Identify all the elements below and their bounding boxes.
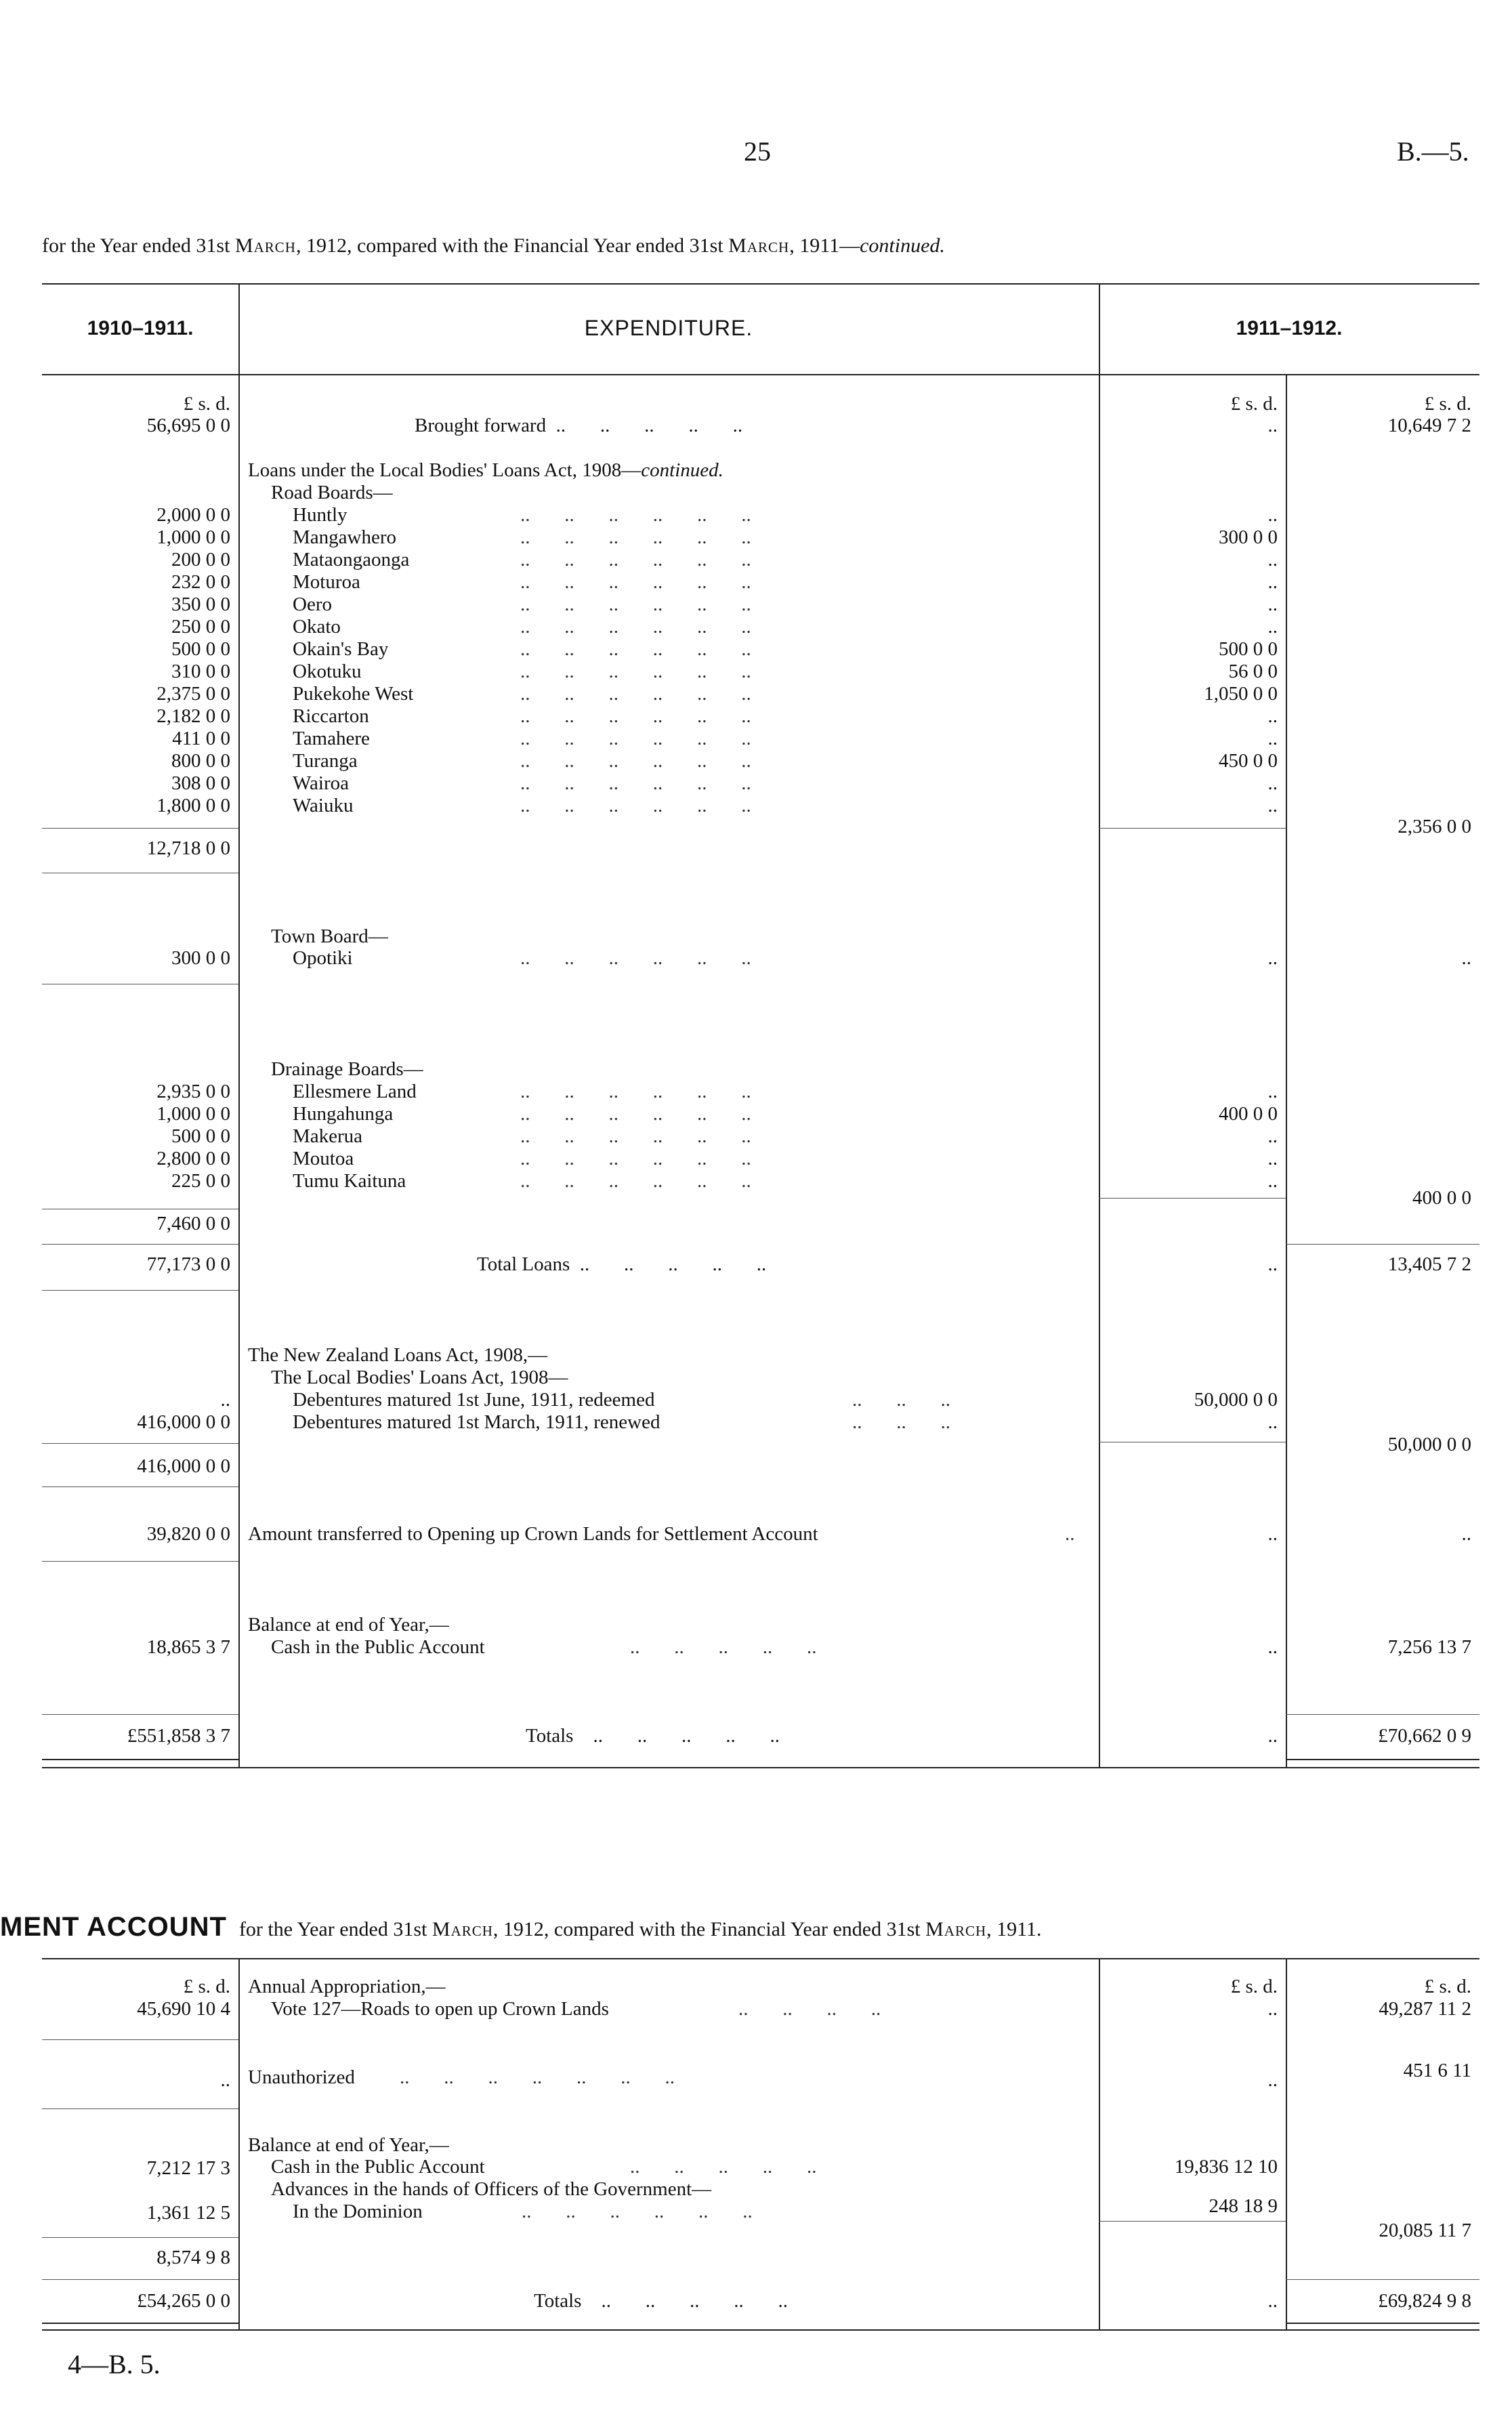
double-rule (42, 2323, 238, 2324)
totals-prev: £551,858 3 7 (127, 1725, 230, 1747)
section2-title: MENT ACCOUNT (0, 1912, 227, 1942)
rule (1099, 1198, 1286, 1199)
double-rule (42, 1759, 238, 1760)
debentures-total-right: 50,000 0 0 (1387, 1434, 1471, 1455)
dominion-mid: 248 18 9 (1209, 2195, 1278, 2217)
table-row: 1,000 0 0 Mangawhero .. .. .. .. .. .. 300 0 0 (156, 526, 1278, 548)
total-loans-mid: .. (1267, 1253, 1278, 1275)
dominion-label: In the Dominion (293, 2201, 423, 2222)
double-rule (1286, 2323, 1479, 2324)
advances-heading: Advances in the hands of Officers of the Government— (271, 2178, 712, 2200)
unit-right: £ s. d. (1424, 393, 1471, 415)
drainage-heading: Drainage Boards— (271, 1058, 423, 1080)
rule (42, 1561, 238, 1562)
road-boards-total-right: 2,356 0 0 (1398, 816, 1471, 837)
transfer-mid: .. (1267, 1523, 1278, 1545)
rule (42, 1290, 238, 1291)
t2-unit-right: £ s. d. (1424, 1976, 1471, 1997)
totals-mid: .. (1267, 1725, 1278, 1747)
header-expenditure: EXPENDITURE. (584, 316, 753, 340)
unit-mid: £ s. d. (1230, 393, 1278, 415)
rule (1286, 1244, 1479, 1245)
table-row: 1,000 0 0 Hungahunga .. .. .. .. .. .. 400 0 0 (156, 1103, 1278, 1125)
dominion-prev: 1,361 12 5 (146, 2202, 230, 2224)
unauthorized-mid: .. (1267, 2069, 1278, 2091)
total-loans-label: Total Loans .. .. .. .. .. (477, 1253, 767, 1275)
road-boards-list (42, 504, 1479, 817)
table2-top-rule (42, 1958, 1479, 1959)
road-boards-heading: Road Boards— (271, 482, 393, 503)
town-board-mid: .. (1267, 947, 1278, 969)
header-1911-1912: 1911–1912. (1236, 317, 1343, 339)
cash-prev: 18,865 3 7 (146, 1636, 230, 1658)
table-row: 2,000 0 0 Huntly .. .. .. .. .. .. .. (156, 504, 1278, 526)
rule (42, 1714, 238, 1715)
table-row: 308 0 0 Wairoa .. .. .. .. .. .. .. (171, 772, 1278, 794)
document-reference: B.—5. (1397, 136, 1469, 167)
table1-header-rule (42, 374, 1479, 375)
table-row: 232 0 0 Moturoa .. .. .. .. .. .. .. (171, 571, 1278, 593)
brought-forward-right: 10,649 7 2 (1387, 415, 1471, 436)
table2-divider-3 (1286, 1958, 1287, 2331)
table-row: 800 0 0 Turanga .. .. .. .. .. .. 450 0 0 (171, 750, 1278, 772)
rule (42, 1486, 238, 1487)
table1-bottom-rule (42, 1767, 1479, 1768)
vote-label: Vote 127—Roads to open up Crown Lands (271, 1998, 609, 2020)
table-row: 250 0 0 Okato .. .. .. .. .. .. .. (171, 616, 1278, 638)
rule (42, 2279, 238, 2280)
unauthorized-prev: .. (220, 2069, 230, 2091)
t2-balance-total-prev: 8,574 9 8 (156, 2247, 230, 2268)
table-row: 225 0 0 Tumu Kaituna .. .. .. .. .. .. .. (171, 1170, 1278, 1192)
loans-heading: Loans under the Local Bodies' Loans Act, 1908—continued. (248, 459, 723, 481)
rule (42, 828, 238, 829)
table-row: 416,000 0 0 Debentures matured 1st March, 1911, renewed .. .. .. .. (137, 1411, 1278, 1433)
unauthorized-right: 451 6 11 (1403, 2060, 1471, 2081)
cash-label: Cash in the Public Account (271, 1636, 485, 1658)
section2-caption: for the Year ended 31st March, 1912, compared with the Financial Year ended 31st March, 1911. (238, 1918, 1042, 1940)
table-row: 500 0 0 Okain's Bay .. .. .. .. .. .. 500 0 0 (171, 638, 1278, 660)
cash-mid: .. (1267, 1636, 1278, 1658)
brought-forward-label: Brought forward .. .. .. .. .. (415, 415, 743, 436)
rule (42, 1443, 238, 1444)
t2-cash-mid: 19,836 12 10 (1174, 2156, 1278, 2178)
town-board-right: .. (1461, 947, 1471, 969)
transfer-label: Amount transferred to Opening up Crown Lands for Settlement Account (248, 1523, 818, 1545)
table1-top-rule (42, 283, 1479, 285)
table2-divider-2 (1099, 1958, 1100, 2331)
section2-title-line (0, 1912, 1042, 1942)
table1-caption: for the Year ended 31st March, 1912, compared with the Financial Year ended 31st March, 1911—continued. (42, 234, 945, 257)
town-board-heading: Town Board— (271, 926, 388, 947)
appropriation-heading: Annual Appropriation,— (248, 1976, 446, 1997)
rule (42, 2237, 238, 2238)
brought-forward-prev: 56,695 0 0 (146, 415, 230, 436)
nz-loans-heading: The New Zealand Loans Act, 1908,— (248, 1344, 548, 1366)
transfer-right: .. (1461, 1523, 1471, 1545)
t2-totals-right: £69,824 9 8 (1378, 2290, 1471, 2312)
table-row: 2,182 0 0 Riccarton .. .. .. .. .. .. .. (156, 705, 1278, 727)
transfer-prev: 39,820 0 0 (146, 1523, 230, 1545)
town-board-name: Opotiki (293, 947, 353, 969)
drainage-total-right: 400 0 0 (1412, 1187, 1471, 1209)
rule (42, 2039, 238, 2040)
local-bodies-heading: The Local Bodies' Loans Act, 1908— (271, 1367, 568, 1388)
table-row: 2,375 0 0 Pukekohe West .. .. .. .. .. .. 1,050 0 0 (156, 683, 1278, 705)
balance-heading: Balance at end of Year,— (248, 1614, 449, 1636)
t2-unit-prev: £ s. d. (183, 1976, 230, 1997)
table2-divider-1 (238, 1958, 240, 2331)
table-row: 2,800 0 0 Moutoa .. .. .. .. .. .. .. (156, 1148, 1278, 1169)
table-row: 350 0 0 Oero .. .. .. .. .. .. .. (171, 594, 1278, 615)
totals-right: £70,662 0 9 (1378, 1725, 1471, 1747)
t2-cash-label: Cash in the Public Account (271, 2156, 485, 2178)
totals-label: Totals .. .. .. .. .. (526, 1725, 780, 1747)
unit-prev: £ s. d. (183, 393, 230, 415)
brought-forward-mid: .. (1267, 415, 1278, 436)
rule (42, 2108, 238, 2109)
t2-cash-prev: 7,212 17 3 (146, 2157, 230, 2179)
rule (1286, 2279, 1479, 2280)
total-loans-right: 13,405 7 2 (1387, 1253, 1471, 1275)
vote-mid: .. (1267, 1998, 1278, 2020)
table-row: .. Debentures matured 1st June, 1911, redeemed .. .. .. 50,000 0 0 (220, 1389, 1278, 1411)
road-boards-total-prev: 12,718 0 0 (146, 837, 230, 859)
t2-balance-heading: Balance at end of Year,— (248, 2134, 449, 2156)
table-row: 500 0 0 Makerua .. .. .. .. .. .. .. (171, 1125, 1278, 1147)
rule (1099, 828, 1286, 829)
rule (1099, 2221, 1286, 2222)
double-rule (1286, 1759, 1479, 1760)
t2-unit-mid: £ s. d. (1230, 1976, 1278, 1997)
debentures-total-prev: 416,000 0 0 (137, 1455, 230, 1477)
t2-totals-mid: .. (1267, 2290, 1278, 2312)
unauthorized-label: Unauthorized (248, 2066, 355, 2088)
debentures-list (42, 1389, 1479, 1434)
table-row: 2,935 0 0 Ellesmere Land .. .. .. .. .. .. .. (156, 1081, 1278, 1102)
total-loans-prev: 77,173 0 0 (146, 1253, 230, 1275)
table-row: 200 0 0 Mataongaonga .. .. .. .. .. .. .. (171, 549, 1278, 570)
vote-prev: 45,690 10 4 (137, 1998, 230, 2020)
table-row: 1,800 0 0 Waiuku .. .. .. .. .. .. .. (156, 795, 1278, 816)
drainage-boards-list (42, 1081, 1479, 1192)
rule (1286, 1714, 1479, 1715)
table-row: 310 0 0 Okotuku .. .. .. .. .. .. 56 0 0 (171, 661, 1278, 682)
t2-totals-prev: £54,265 0 0 (137, 2290, 230, 2312)
town-board-prev: 300 0 0 (171, 947, 230, 969)
header-1910-1911: 1910–1911. (87, 317, 194, 339)
t2-balance-total-right: 20,085 11 7 (1379, 2220, 1471, 2241)
table2-bottom-rule (42, 2329, 1479, 2331)
t2-totals-label: Totals .. .. .. .. .. (534, 2290, 788, 2312)
vote-right: 49,287 11 2 (1379, 1998, 1471, 2020)
table-row: 411 0 0 Tamahere .. .. .. .. .. .. .. (172, 728, 1278, 749)
cash-right: 7,256 13 7 (1387, 1636, 1471, 1658)
drainage-total-prev: 7,460 0 0 (156, 1213, 230, 1234)
footer-signature: 4—B. 5. (68, 2349, 161, 2379)
rule (42, 1244, 238, 1245)
page-number: 25 (744, 136, 771, 167)
